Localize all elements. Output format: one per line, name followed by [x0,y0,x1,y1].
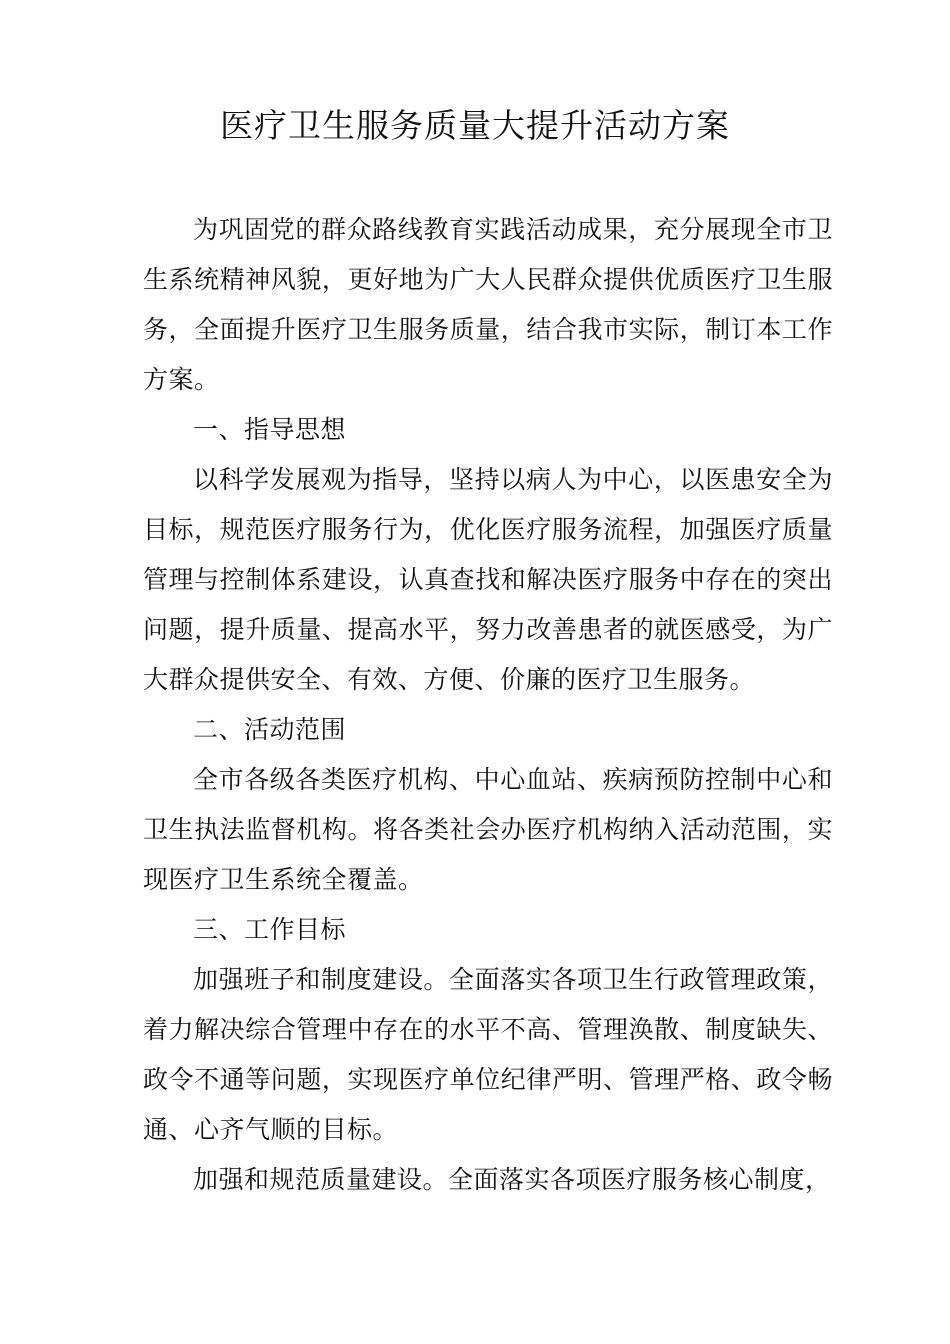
section-heading-activity-scope: 二、活动范围 [193,715,347,744]
intro-paragraph: 为巩固党的群众路线教育实践活动成果，充分展现全市卫生系统精神风貌，更好地为广大人民群众提供优质医疗卫生服务，全面提升医疗卫生服务质量，结合我市实际，制订本工作方案。 [143,215,833,394]
document-title: 医疗卫生服务质量大提升活动方案 [220,106,730,145]
section-heading-guiding-thought: 一、指导思想 [193,415,347,444]
section-heading-work-goals: 三、工作目标 [193,915,347,944]
section-paragraph: 以科学发展观为指导，坚持以病人为中心，以医患安全为目标，规范医疗服务行为，优化医疗服务流程，加强医疗质量管理与控制体系建设，认真查找和解决医疗服务中存在的突出问题，提升质量、提高水平，努力改善患者的就医感受，为广大群众提供安全、有效、方便、价廉的医疗卫生服务。 [143,465,833,694]
section-paragraph: 加强班子和制度建设。全面落实各项卫生行政管理政策，着力解决综合管理中存在的水平不高、管理涣散、制度缺失、政令不通等问题，实现医疗单位纪律严明、管理严格、政令畅通、心齐气顺的目标。 [143,965,833,1144]
section-paragraph: 加强和规范质量建设。全面落实各项医疗服务核心制度， [193,1165,831,1194]
section-paragraph: 全市各级各类医疗机构、中心血站、疾病预防控制中心和卫生执法监督机构。将各类社会办医疗机构纳入活动范围，实现医疗卫生系统全覆盖。 [143,765,833,894]
document-body [143,205,833,1205]
